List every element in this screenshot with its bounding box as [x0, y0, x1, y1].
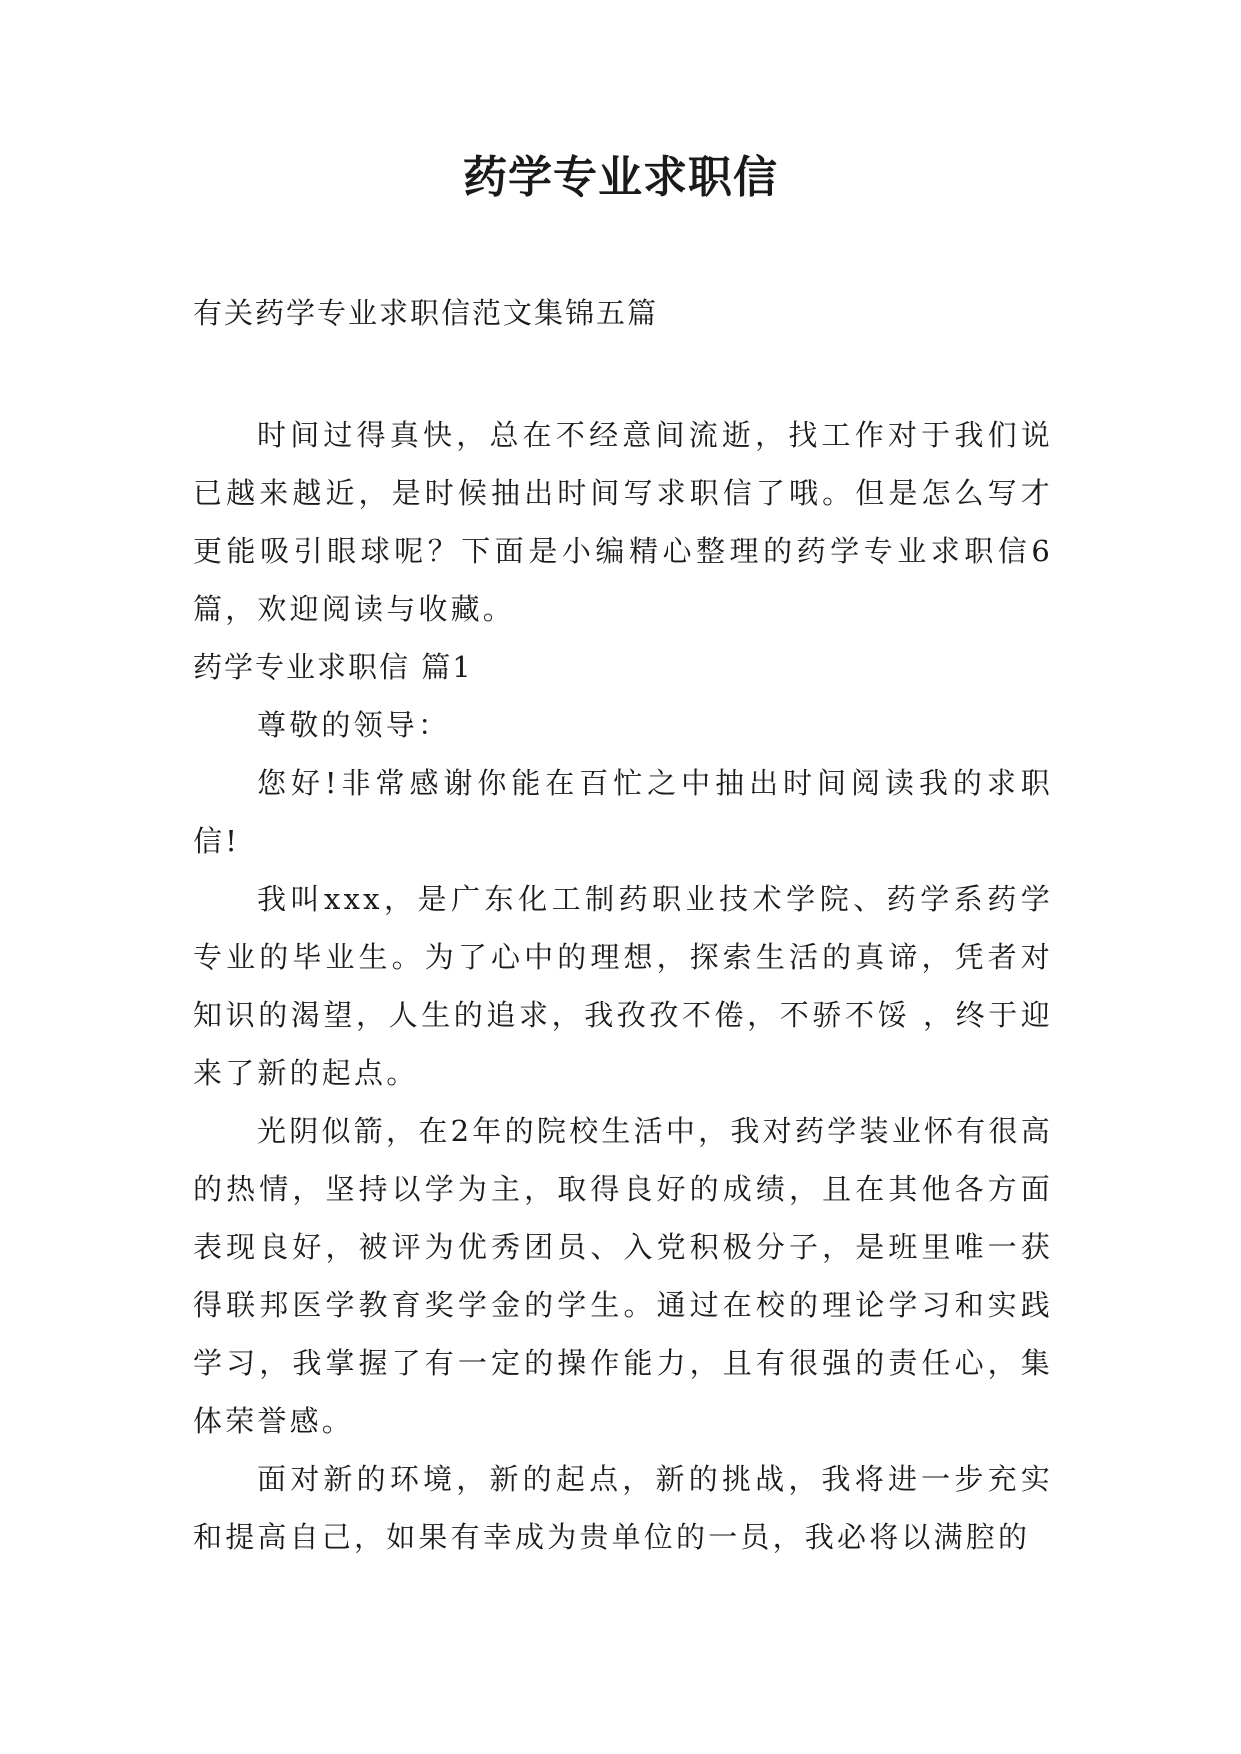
intro-paragraph: 时间过得真快，总在不经意间流逝，找工作对于我们说已越来越近，是时候抽出时间写求职信了哦。但是怎么写才更能吸引眼球呢？下面是小编精心整理的药学专业求职信6篇，欢迎阅读与收藏。: [193, 418, 1053, 626]
body-paragraph: 面对新的环境，新的起点，新的挑战，我将进一步充实和提高自己，如果有幸成为贵单位的一员，我必将以满腔的: [193, 1462, 1053, 1554]
salutation: 尊敬的领导：: [257, 708, 451, 742]
body-paragraph: 我叫xxx，是广东化工制药职业技术学院、药学系药学专业的毕业生。为了心中的理想，探索生活的真谛，凭者对知识的渴望，人生的追求，我孜孜不倦，不骄不馁 ，终于迎来了新的起点。: [193, 882, 1053, 1090]
body-paragraph: 光阴似箭，在2年的院校生活中，我对药学装业怀有很高的热情，坚持以学为主，取得良好的成绩，且在其他各方面表现良好，被评为优秀团员、入党积极分子，是班里唯一获得联邦医学教育奖学金的学生。通过在校的理论学习和实践学习，我掌握了有一定的操作能力，且有很强的责任心，集体荣誉感。: [193, 1114, 1053, 1438]
document-subtitle: 有关药学专业求职信范文集锦五篇: [193, 296, 659, 330]
document-title: 药学专业求职信: [463, 152, 778, 203]
body-paragraph: 您好!非常感谢你能在百忙之中抽出时间阅读我的求职信!: [193, 766, 1053, 858]
document-body: [193, 406, 1053, 1566]
section-heading: 药学专业求职信 篇1: [193, 650, 473, 684]
